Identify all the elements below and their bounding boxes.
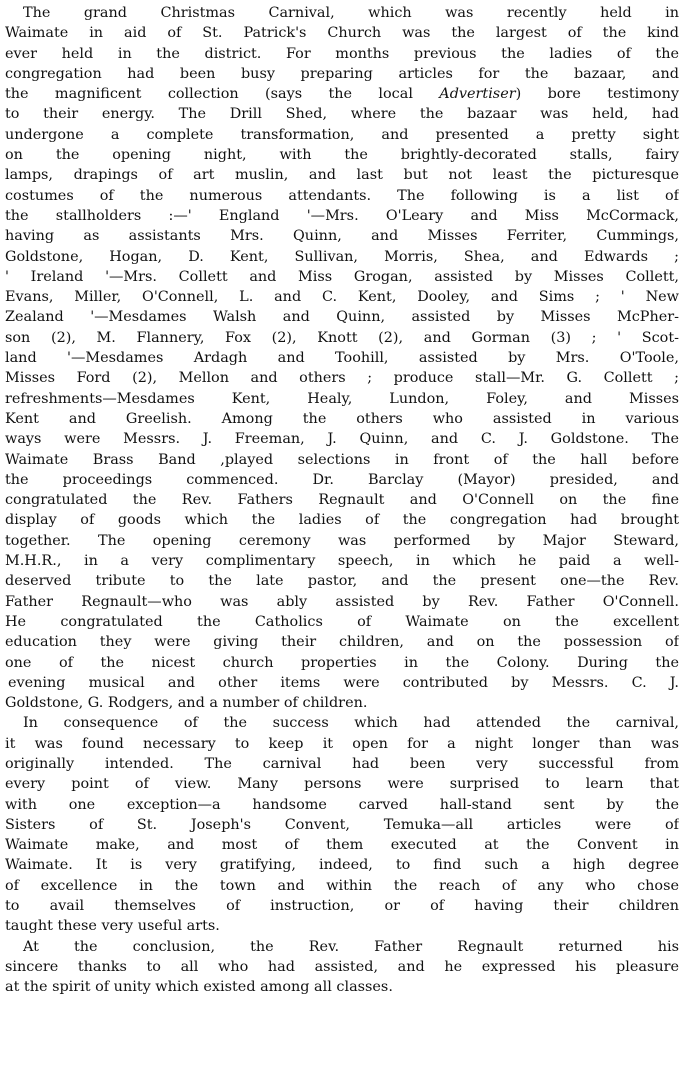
newspaper-name: Advertiser — [439, 86, 516, 103]
text-line: every point of view. Many persons were surprised to learn that — [5, 776, 679, 793]
newspaper-article — [5, 3, 679, 1069]
text-line: Goldstone, Hogan, D. Kent, Sullivan, Morris, Shea, and Edwards ; — [5, 248, 679, 265]
text-line: with one exception—a handsome carved hall-stand sent by the — [5, 796, 679, 813]
text-line: ever held in the district. For months previous the ladies of the — [5, 45, 679, 62]
text-line: In consequence of the success which had attended the carnival, — [23, 715, 679, 732]
text-line: to avail themselves of instruction, or of having their children — [5, 898, 679, 915]
text-line: Goldstone, G. Rodgers, and a number of children. — [5, 695, 368, 712]
text-line: the stallholders :—' England '—Mrs. O'Leary and Miss McCormack, — [5, 207, 679, 224]
text-line: Waimate. It is very gratifying, indeed, to find such a high degree — [5, 857, 679, 874]
text-line: one of the nicest church properties in the Colony. During the — [5, 654, 679, 671]
text-line: having as assistants Mrs. Quinn, and Misses Ferriter, Cummings, — [5, 228, 679, 245]
text-line: land '—Mesdames Ardagh and Toohill, assisted by Mrs. O'Toole, — [5, 350, 679, 367]
text-line: on the opening night, with the brightly-decorated stalls, fairy — [5, 147, 679, 164]
text-line: it was found necessary to keep it open for a night longer than was — [5, 735, 679, 752]
text-line: to their energy. The Drill Shed, where the bazaar was held, had — [5, 106, 679, 123]
text-line: display of goods which the ladies of the congregation had brought — [5, 512, 679, 529]
text-line: together. The opening ceremony was performed by Major Steward, — [5, 532, 679, 549]
text-line: sincere thanks to all who had assisted, and he expressed his pleasure — [5, 958, 679, 975]
text-line: deserved tribute to the late pastor, and the present one—the Rev. — [5, 573, 679, 590]
text-line: The grand Christmas Carnival, which was recently held in — [23, 5, 679, 21]
text-line: Father Regnault—who was ably assisted by Rev. Father O'Connell. — [5, 593, 679, 610]
text-line: son (2), M. Flannery, Fox (2), Knott (2), and Gorman (3) ; ' Scot- — [5, 329, 679, 346]
text-line: at the spirit of unity which existed among all classes. — [5, 979, 393, 996]
text-line: Sisters of St. Joseph's Convent, Temuka—all articles were of — [5, 816, 679, 833]
text-line: taught these very useful arts. — [5, 918, 220, 935]
paragraph-conclusion — [5, 937, 679, 998]
text-line: Misses Ford (2), Mellon and others ; produce stall—Mr. G. Collett ; — [5, 370, 679, 387]
text-line: He congratulated the Catholics of Waimate on the excellent — [5, 613, 679, 630]
text-line: Waimate in aid of St. Patrick's Church was the largest of the kind — [5, 25, 679, 42]
text-line: congregation had been busy preparing articles for the bazaar, and — [5, 65, 679, 82]
paragraph-carnival-report — [5, 3, 679, 713]
text-line: costumes of the numerous attendants. The following is a list of — [5, 187, 679, 204]
text-line: Waimate Brass Band ,played selections in front of the hall before — [5, 451, 679, 468]
text-line: of excellence in the town and within the reach of any who chose — [5, 877, 679, 894]
text-line: the proceedings commenced. Dr. Barclay (Mayor) presided, and — [5, 471, 679, 488]
text-line: Zealand '—Mesdames Walsh and Quinn, assisted by Misses McPher- — [5, 309, 679, 326]
text-line: undergone a complete transformation, and presented a pretty sight — [5, 126, 679, 143]
text-line: the magnificent collection (says the local Advertiser) bore testimony — [5, 86, 679, 103]
text-line: ' Ireland '—Mrs. Collett and Miss Grogan, assisted by Misses Collett, — [5, 268, 679, 285]
text-line: Waimate make, and most of them executed at the Convent in — [5, 837, 679, 854]
text-line: congratulated the Rev. Fathers Regnault and O'Connell on the fine — [5, 492, 679, 509]
text-line: education they were giving their children, and on the possession of — [5, 634, 679, 651]
text-line: refreshments—Mesdames Kent, Healy, Lundon, Foley, and Misses — [5, 390, 679, 407]
text-line: originally intended. The carnival had been very successful from — [5, 755, 679, 772]
text-line: evening musical and other items were contributed by Messrs. C. J. — [8, 674, 679, 691]
text-line: M.H.R., in a very complimentary speech, in which he paid a well- — [5, 553, 679, 570]
text-line: ways were Messrs. J. Freeman, J. Quinn, and C. J. Goldstone. The — [5, 431, 679, 448]
text-line: Evans, Miller, O'Connell, L. and C. Kent, Dooley, and Sims ; ' New — [5, 289, 679, 306]
text-line: Kent and Greelish. Among the others who assisted in various — [5, 410, 679, 427]
text-line: At the conclusion, the Rev. Father Regnault returned his — [23, 938, 679, 955]
text-line: lamps, drapings of art muslin, and last but not least the picturesque — [5, 167, 679, 184]
paragraph-carnival-extension — [5, 713, 679, 936]
